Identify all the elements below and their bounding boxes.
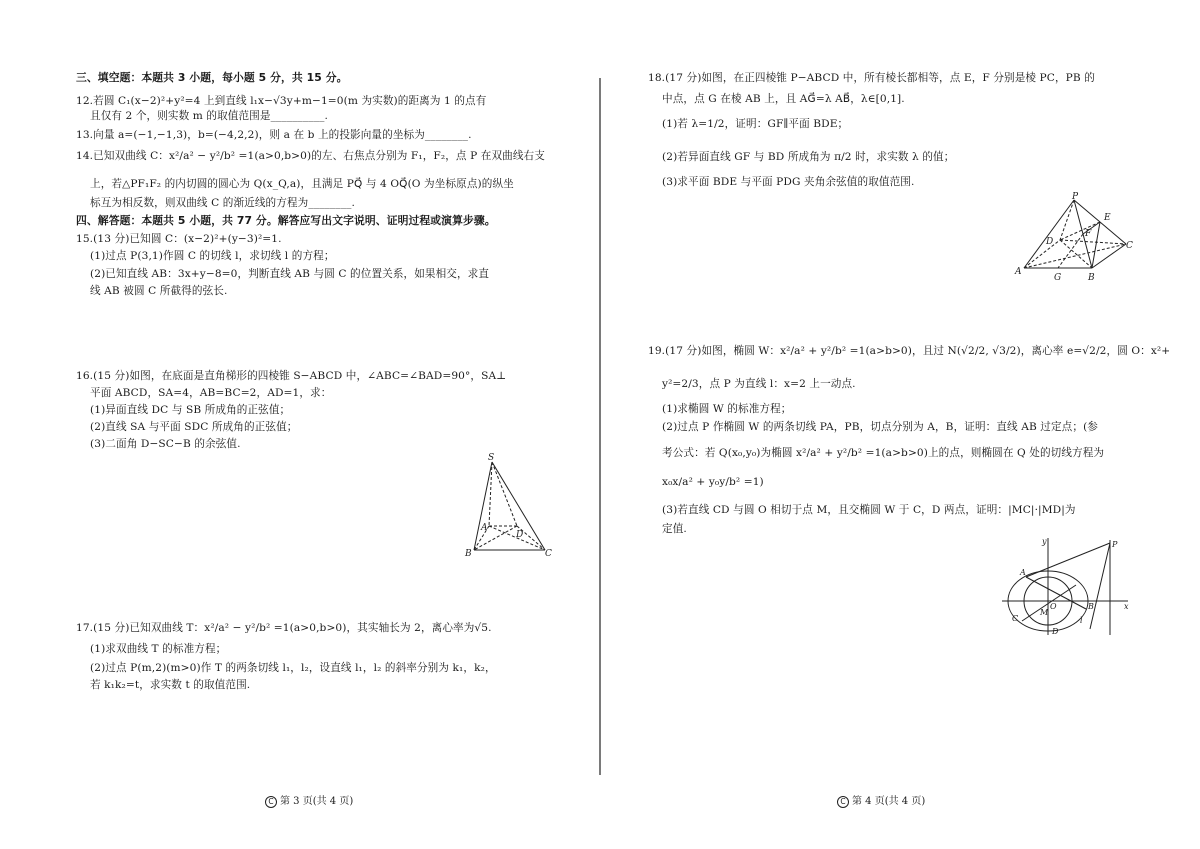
label-B: B	[1088, 602, 1094, 611]
label-S: S	[488, 453, 495, 463]
page-4-number: 第 4 页(共 4 页)	[852, 796, 926, 807]
label-O: O	[1050, 602, 1057, 611]
label-l: l	[1080, 616, 1083, 625]
label-B: B	[465, 549, 472, 559]
q16-line-3: (1)异面直线 DC 与 SB 所成角的正弦值；	[90, 404, 291, 416]
axis-y-label: y	[1042, 537, 1047, 546]
q13-text: 13.向量 a=(−1,−1,3)，b=(−4,2,2)，则 a 在 b 上的投影向量的坐标为________.	[76, 129, 472, 141]
column-divider	[599, 78, 601, 775]
q18-pyramid-figure	[1012, 192, 1136, 284]
q19-line-3: (1)求椭圆 W 的标准方程；	[662, 403, 792, 415]
label-A: A	[481, 523, 488, 533]
copyright-circle-icon: C	[265, 796, 277, 808]
q19-line-7: (3)若直线 CD 与圆 O 相切于点 M，且交椭圆 W 于 C，D 两点，证明：|MC|·|MD|为	[662, 504, 1076, 516]
q15-line-4: 线 AB 被圆 C 所截得的弦长.	[90, 285, 228, 297]
page-4-footer	[837, 792, 925, 808]
label-F: F	[1085, 229, 1092, 239]
q15-line-1: 15.(13 分)已知圆 C：(x−2)²+(y−3)²=1.	[76, 233, 282, 245]
page-3-number: 第 3 页(共 4 页)	[280, 796, 354, 807]
q16-pyramid-figure	[462, 452, 562, 560]
copyright-circle-icon: C	[837, 796, 849, 808]
q14-line-2: 上，若△PF₁F₂ 的内切圆的圆心为 Q(x_Q,a)，且满足 PQ⃗ 与 4 OQ⃗(O 为坐标原点)的纵坐	[90, 178, 514, 190]
q19-line-1: 19.(17 分)如图，椭圆 W：x²/a² + y²/b² =1(a>b>0)，且过 N(√2/2, √3/2)，离心率 e=√2/2，圆 O：x²+	[648, 345, 1171, 357]
q15-line-3: (2)已知直线 AB：3x+y−8=0，判断直线 AB 与圆 C 的位置关系，如果相交，求直	[90, 268, 490, 280]
q18-line-4: (2)若异面直线 GF 与 BD 所成角为 π/2 时，求实数 λ 的值；	[662, 151, 955, 163]
label-P: P	[1072, 192, 1079, 202]
q14-line-1: 14.已知双曲线 C：x²/a² − y²/b² =1(a>0,b>0)的左、右焦点分别为 F₁，F₂，点 P 在双曲线右支	[76, 150, 545, 162]
label-C: C	[1012, 614, 1019, 623]
label-M: M	[1040, 608, 1049, 617]
q18-line-5: (3)求平面 BDE 与平面 PDG 夹角余弦值的取值范围.	[662, 176, 915, 188]
q18-line-1: 18.(17 分)如图，在正四棱锥 P−ABCD 中，所有棱长都相等，点 E，F 分别是棱 PC，PB 的	[648, 72, 1095, 84]
q17-line-1: 17.(15 分)已知双曲线 T：x²/a² − y²/b² =1(a>0,b>0)，其实轴长为 2，离心率为√5.	[76, 622, 492, 634]
q17-line-3: (2)过点 P(m,2)(m>0)作 T 的两条切线 l₁，l₂，设直线 l₁，l₂ 的斜率分别为 k₁，k₂，	[90, 662, 496, 674]
q17-line-4: 若 k₁k₂=t，求实数 t 的取值范围.	[90, 679, 251, 691]
q19-line-6: x₀x/a² + y₀y/b² =1)	[662, 476, 764, 488]
q19-line-2: y²=2/3，点 P 为直线 l：x=2 上一动点.	[662, 378, 856, 390]
q19-line-8: 定值.	[662, 523, 687, 535]
label-D: D	[1052, 627, 1059, 636]
q16-line-1: 16.(15 分)如图，在底面是直角梯形的四棱锥 S−ABCD 中，∠ABC=∠BAD=90°，SA⊥	[76, 370, 507, 382]
label-D: D	[516, 530, 524, 540]
label-C: C	[1126, 241, 1133, 251]
label-A: A	[1020, 568, 1026, 577]
q16-line-2: 平面 ABCD，SA=4，AB=BC=2，AD=1，求：	[90, 387, 332, 399]
label-E: E	[1104, 213, 1111, 223]
q16-line-5: (3)二面角 D−SC−B 的余弦值.	[90, 438, 241, 450]
q18-line-2: 中点，点 G 在棱 AB 上，且 AG⃗=λ AB⃗，λ∈[0,1].	[662, 93, 905, 105]
section-4-title: 四、解答题：本题共 5 小题，共 77 分。解答应写出文字说明、证明过程或演算步骤。	[76, 214, 496, 227]
label-B: B	[1088, 273, 1095, 283]
q18-line-3: (1)若 λ=1/2，证明：GF∥平面 BDE；	[662, 118, 849, 130]
q16-line-4: (2)直线 SA 与平面 SDC 所成角的正弦值；	[90, 421, 298, 433]
q19-line-5: 考公式：若 Q(x₀,y₀)为椭圆 x²/a² + y²/b² =1(a>b>0)上的点，则椭圆在 Q 处的切线方程为	[662, 447, 1105, 459]
q12-line-1: 12.若圆 C₁(x−2)²+y²=4 上到直线 l₁x−√3y+m−1=0(m 为实数)的距离为 1 的点有	[76, 95, 487, 107]
label-A: A	[1015, 267, 1022, 277]
q17-line-2: (1)求双曲线 T 的标准方程；	[90, 643, 227, 655]
q12-line-2: 且仅有 2 个，则实数 m 的取值范围是__________.	[90, 110, 329, 122]
q19-line-4: (2)过点 P 作椭圆 W 的两条切线 PA，PB，切点分别为 A，B，证明：直线 AB 过定点；(参	[662, 421, 1099, 433]
page-3-footer	[265, 792, 353, 808]
q14-line-3: 标互为相反数，则双曲线 C 的渐近线的方程为________.	[90, 197, 355, 209]
label-C: C	[545, 549, 552, 559]
label-G: G	[1054, 273, 1062, 283]
q19-ellipse-figure	[1000, 535, 1135, 640]
q15-line-2: (1)过点 P(3,1)作圆 C 的切线 l，求切线 l 的方程；	[90, 250, 335, 262]
axis-x-label: x	[1124, 602, 1129, 611]
section-3-title: 三、填空题：本题共 3 小题，每小题 5 分，共 15 分。	[76, 71, 348, 84]
label-D: D	[1046, 237, 1054, 247]
label-P: P	[1112, 540, 1118, 549]
